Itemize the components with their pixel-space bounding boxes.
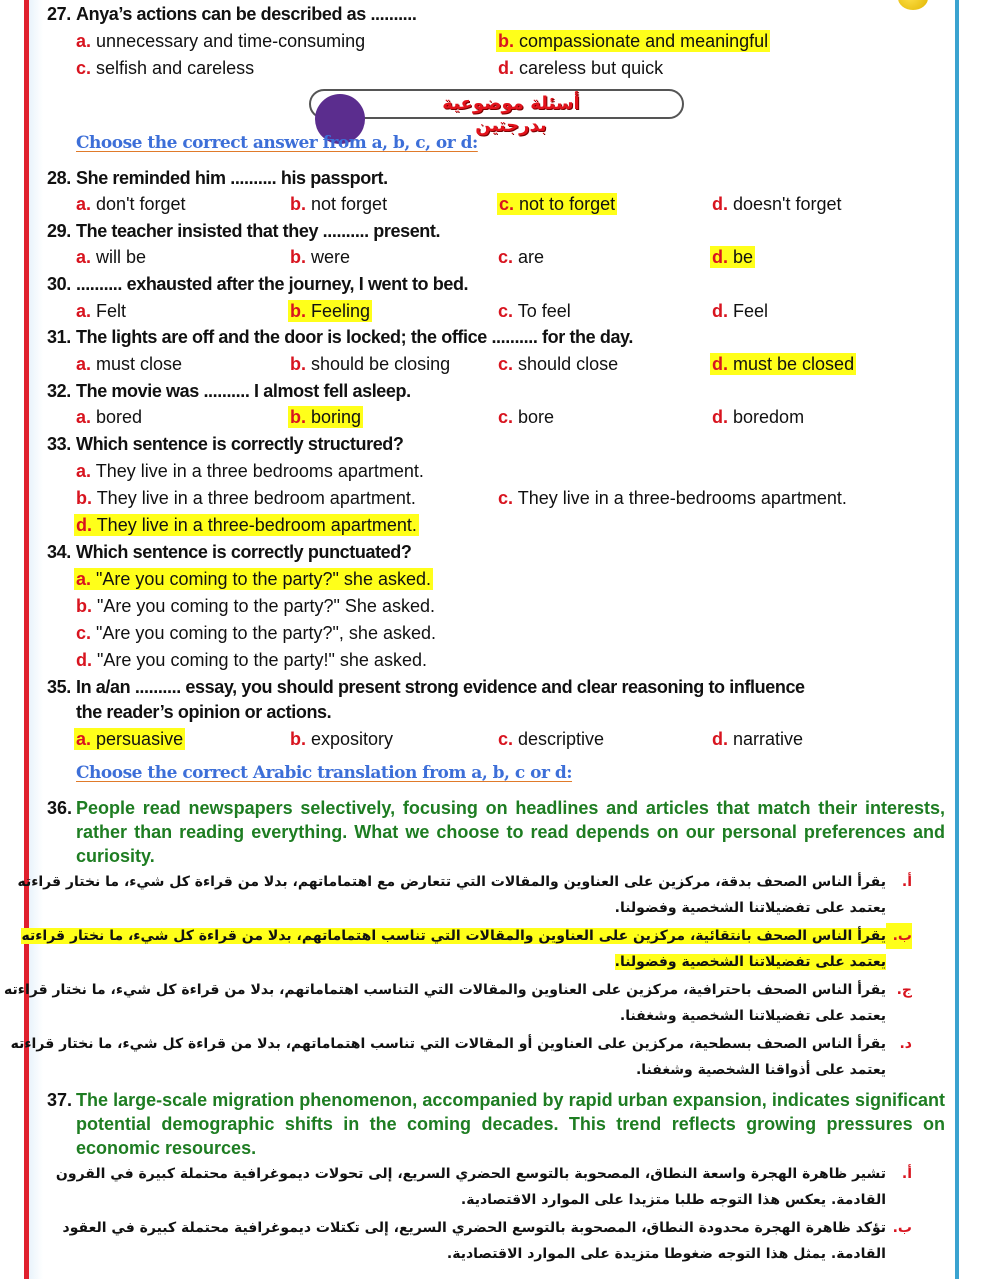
option-29-d-correct[interactable]: d. be [712,247,754,267]
option-36-d[interactable]: د.يقرأ الناس الصحف بسطحية، مركزين على العناوين أو المقالات التي تناسب اهتماماتهم، بدلا من قراءة كل شيء، ما نختار قراءته يعتمد على أذواقنا الشخصية وشغفنا. [10,1036,912,1078]
question-36-text: People read newspapers selectively, focusing on headlines and articles that match their interests, rather than reading everything. What we choose to read depends on our personal preferences and curiosity. [76,798,945,866]
question-28: 28. She reminded him .......... his passport. [47,168,388,188]
option-29-c[interactable]: c. are [498,247,545,267]
option-31-c[interactable]: c. should close [498,354,619,374]
option-27-a[interactable]: a. unnecessary and time-consuming [76,31,366,51]
option-36-a[interactable]: أ.يقرأ الناس الصحف بدقة، مركزين على العناوين والمقالات التي تتعارض مع اهتماماتهم، بدلا من قراءة كل شيء، ما نختار قراءته يعتمد على تفضيلاتنا الشخصية وفضولنا. [17,874,912,916]
instruction-arabic-translation: Choose the correct Arabic translation from a, b, c or d: [76,763,573,783]
option-35-d[interactable]: d. narrative [712,729,804,749]
option-28-d[interactable]: d. doesn't forget [712,194,842,214]
question-32: 32. The movie was .......... I almost fell asleep. [47,381,411,401]
option-30-c[interactable]: c. To feel [498,301,571,321]
decorative-coin-icon [898,0,928,10]
option-37-b[interactable]: ب.تؤكد ظاهرة الهجرة محدودة النطاق، المصحوبة بالتوسع الحضري السريع، إلى تكتلات ديموغرافية محتملة كبيرة في العقود القادمة. يمثل هذا التوجه ضغوطا متزيدة على الموارد الاقتصادية. [62,1220,912,1262]
option-34-c[interactable]: c. "Are you coming to the party?", she asked. [76,623,436,643]
option-33-c[interactable]: c. They live in a three-bedrooms apartment. [498,488,847,508]
option-31-b[interactable]: b. should be closing [290,354,451,374]
right-page-border [955,0,959,1279]
question-33: 33. Which sentence is correctly structured? [47,434,404,454]
question-27: 27. Anya’s actions can be described as .......... [47,4,417,24]
option-27-d[interactable]: d. careless but quick [498,58,664,78]
question-37-text: The large-scale migration phenomenon, accompanied by rapid urban expansion, indicates significant potential demographic shifts in the coming decades. This trend reflects growing pressures on economic resources. [76,1090,945,1158]
question-35: 35. In a/an .......... essay, you should present strong evidence and clear reasoning to influence [47,677,805,697]
question-37: 37. The large-scale migration phenomenon, accompanied by rapid urban expansion, indicates significant potential demographic shifts in the coming decades. This trend reflects growing pressures on economic resources. [47,1090,945,1158]
banner-title: أسئلة موضوعية بدرجتين [442,93,580,136]
option-32-d[interactable]: d. boredom [712,407,805,427]
left-page-shade [29,0,43,1279]
option-27-b-correct[interactable]: b. compassionate and meaningful [498,31,769,51]
option-32-c[interactable]: c. bore [498,407,555,427]
option-33-b[interactable]: b. They live in a three bedroom apartment. [76,488,416,508]
option-33-a[interactable]: a. They live in a three bedrooms apartment. [76,461,424,481]
question-34: 34. Which sentence is correctly punctuated? [47,542,412,562]
option-35-c[interactable]: c. descriptive [498,729,605,749]
option-36-c[interactable]: ج.يقرأ الناس الصحف باحترافية، مركزين على العناوين والمقالات التي التناسب اهتماماتهم، بدلا من قراءة كل شيء، ما نختار قراءته يعتمد على تفضيلاتنا الشخصية وشغفنا. [4,982,912,1024]
option-32-a[interactable]: a. bored [76,407,143,427]
question-31: 31. The lights are off and the door is locked; the office .......... for the day. [47,327,633,347]
section-banner [309,89,684,136]
option-32-b-correct[interactable]: b. boring [290,407,362,427]
option-31-a[interactable]: a. must close [76,354,183,374]
option-30-b-correct[interactable]: b. Feeling [290,301,371,321]
option-28-b[interactable]: b. not forget [290,194,388,214]
option-33-d-correct[interactable]: d. They live in a three-bedroom apartment. [76,515,417,535]
question-30: 30. .......... exhausted after the journey, I went to bed. [47,274,469,294]
option-28-a[interactable]: a. don't forget [76,194,186,214]
question-36: 36. People read newspapers selectively, focusing on headlines and articles that match their interests, rather than reading everything. What we choose to read depends on our personal preferences and curiosity. [47,798,945,866]
option-30-a[interactable]: a. Felt [76,301,127,321]
option-36-b-correct[interactable]: ب.يقرأ الناس الصحف بانتقائية، مركزين على العناوين والمقالات التي تناسب اهتماماتهم، بدلا من قراءة كل شيء، ما نختار قراءته يعتمد على تفضيلاتنا الشخصية وفضولنا. [44,923,912,975]
option-35-b[interactable]: b. expository [290,729,394,749]
option-34-b[interactable]: b. "Are you coming to the party?" She asked. [76,596,435,616]
option-29-a[interactable]: a. will be [76,247,147,267]
question-29: 29. The teacher insisted that they .......... present. [47,221,441,241]
option-27-c[interactable]: c. selfish and careless [76,58,255,78]
option-28-c-correct[interactable]: c. not to forget [499,194,616,214]
option-34-d[interactable]: d. "Are you coming to the party!" she asked. [76,650,427,670]
option-37-a[interactable]: أ.تشير ظاهرة الهجرة واسعة النطاق، المصحوبة بالتوسع الحضري السريع، إلى تحولات ديموغرافية محتملة كبيرة في القرون القادمة. يعكس هذا التوجه طلبا متزيدا على الموارد الاقتصادية. [55,1166,912,1208]
instruction-choose-answer: Choose the correct answer from a, b, c, or d: [76,133,478,153]
option-30-d[interactable]: d. Feel [712,301,769,321]
question-stem: Anya’s actions can be described as .......... [76,4,417,24]
option-29-b[interactable]: b. were [290,247,351,267]
option-35-a-correct[interactable]: a. persuasive [76,729,184,749]
option-31-d-correct[interactable]: d. must be closed [712,354,855,374]
option-34-a-correct[interactable]: a. "Are you coming to the party?" she asked. [76,569,431,589]
question-35-continued: the reader’s opinion or actions. [76,702,332,722]
